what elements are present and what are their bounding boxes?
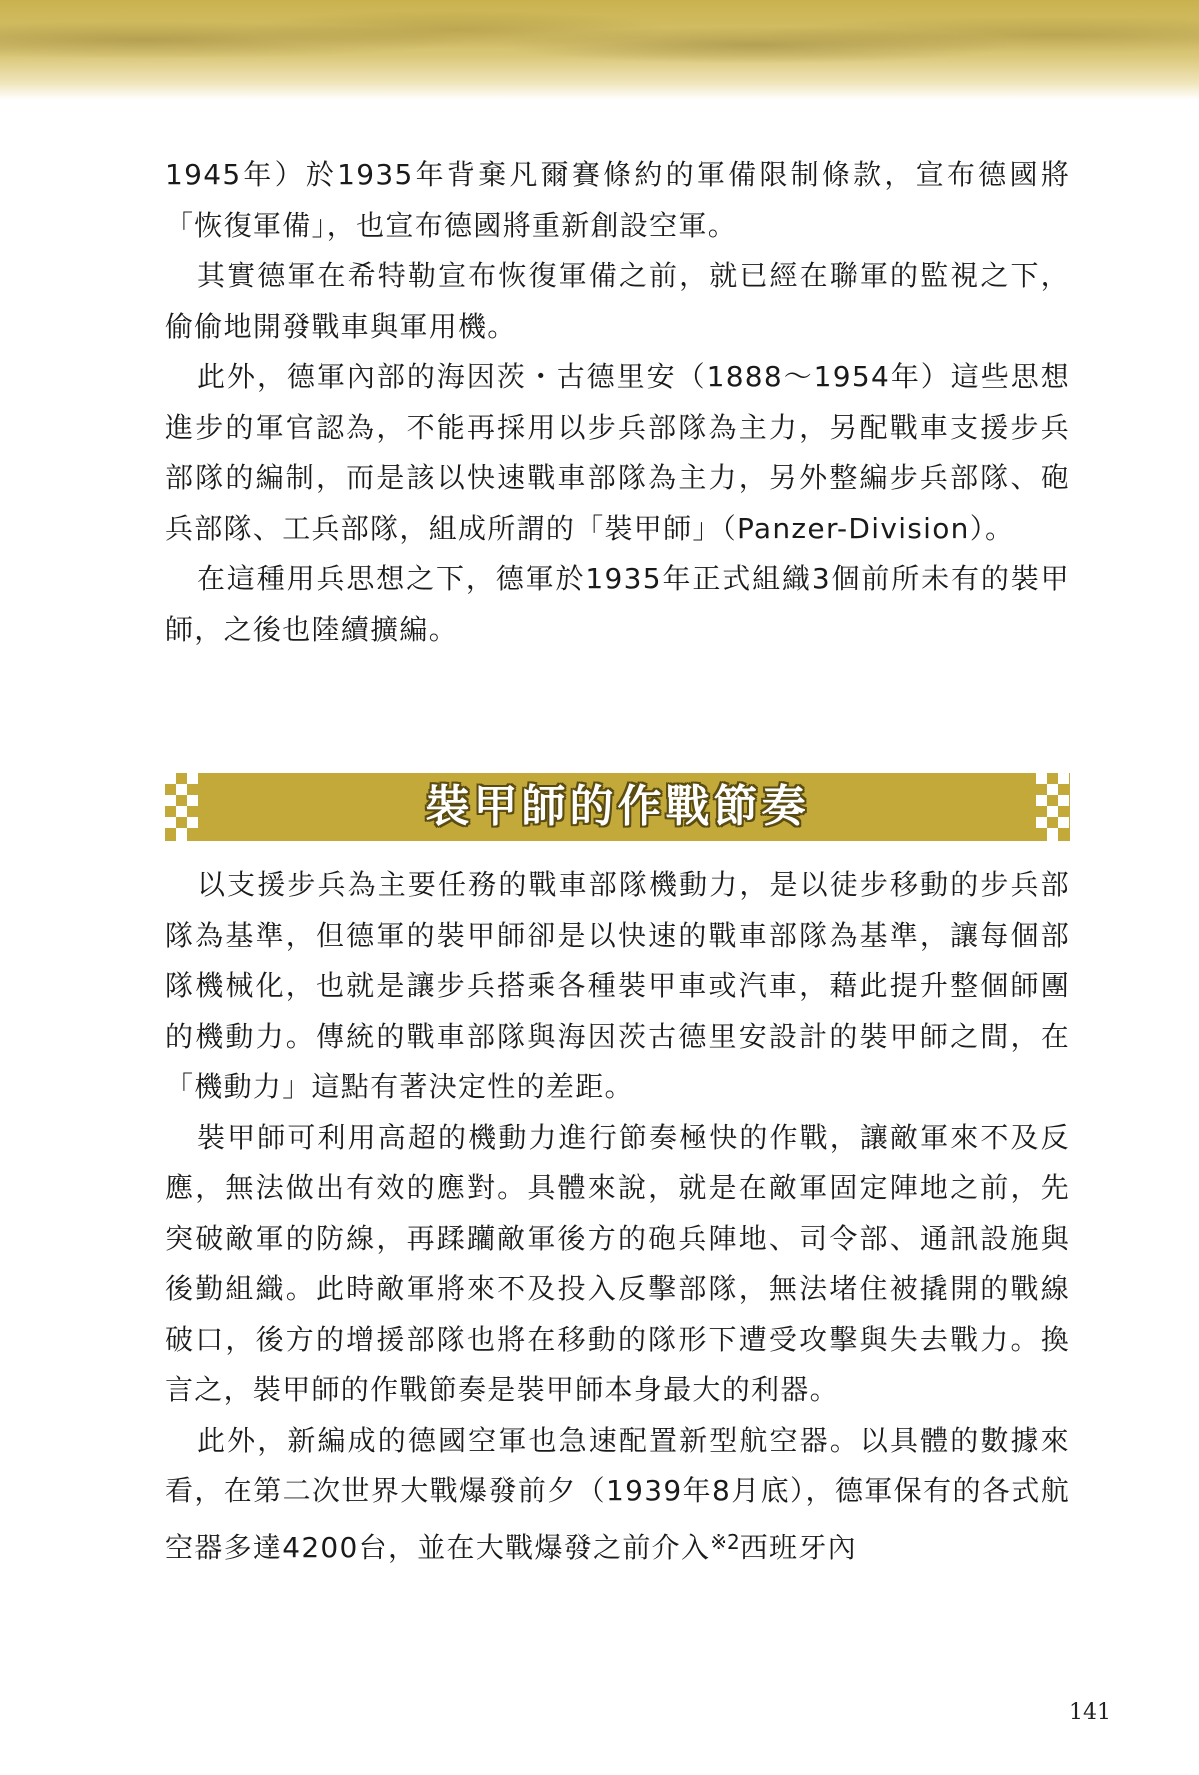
paragraph-text-continued: 西班牙內 xyxy=(739,1530,857,1564)
page-number: 141 xyxy=(1069,1700,1111,1725)
paragraph: 其實德軍在希特勒宣布恢復軍備之前，就已經在聯軍的監視之下，偷偷地開發戰車與軍用機。 xyxy=(165,259,1070,343)
paragraph: 以支援步兵為主要任務的戰車部隊機動力，是以徒步移動的步兵部隊為基準，但德軍的裝甲師卻是以快速的戰車部隊為基準，讓每個部隊機械化，也就是讓步兵搭乘各種裝甲車或汽車，藉此提升整個師團的機動力。傳統的戰車部隊與海因茨古德里安設計的裝甲師之間，在「機動力」這點有著決定性的差距。 xyxy=(165,868,1070,1103)
paragraph: 裝甲師可利用高超的機動力進行節奏極快的作戰，讓敵軍來不及反應，無法做出有效的應對。具體來說，就是在敵軍固定陣地之前，先突破敵軍的防線，再蹂躪敵軍後方的砲兵陣地、司令部、通訊設施與後勤組織。此時敵軍將來不及投入反擊部隊，無法堵住被撬開的戰線破口，後方的增援部隊也將在移動的隊形下遭受攻擊與失去戰力。換言之，裝甲師的作戰節奏是裝甲師本身最大的利器。 xyxy=(165,1120,1070,1406)
paragraph-text: 此外，新編成的德國空軍也急速配置新型航空器。以具體的數據來看，在第二次世界大戰爆發前夕（1939年8月底），德軍保有的各式航空器多達4200台，並在大戰爆發之前介入 xyxy=(165,1423,1070,1564)
paragraph: 在這種用兵思想之下，德軍於1935年正式組織3個前所未有的裝甲師，之後也陸續擴編。 xyxy=(165,562,1070,646)
paragraph-last xyxy=(165,1416,1070,1574)
top-decorative-band xyxy=(0,0,1199,100)
paragraph: 1945年）於1935年背棄凡爾賽條約的軍備限制條款，宣布德國將「恢復軍備」，也宣布德國將重新創設空軍。 xyxy=(165,158,1070,242)
checker-ornament-right xyxy=(1036,773,1070,841)
body-bottom xyxy=(165,860,1070,1573)
section-heading-band xyxy=(165,773,1070,841)
footnote-marker: ※2 xyxy=(710,1529,740,1554)
paragraph: 此外，德軍內部的海因茨・古德里安（1888〜1954年）這些思想進步的軍官認為，不能再採用以步兵部隊為主力，另配戰車支援步兵部隊的編制，而是該以快速戰車部隊為主力，另外整編步兵部隊、砲兵部隊、工兵部隊，組成所謂的「裝甲師」（Panzer-Division）。 xyxy=(165,360,1070,545)
body-top xyxy=(165,150,1070,655)
section-heading: 裝甲師的作戰節奏 xyxy=(425,781,810,832)
